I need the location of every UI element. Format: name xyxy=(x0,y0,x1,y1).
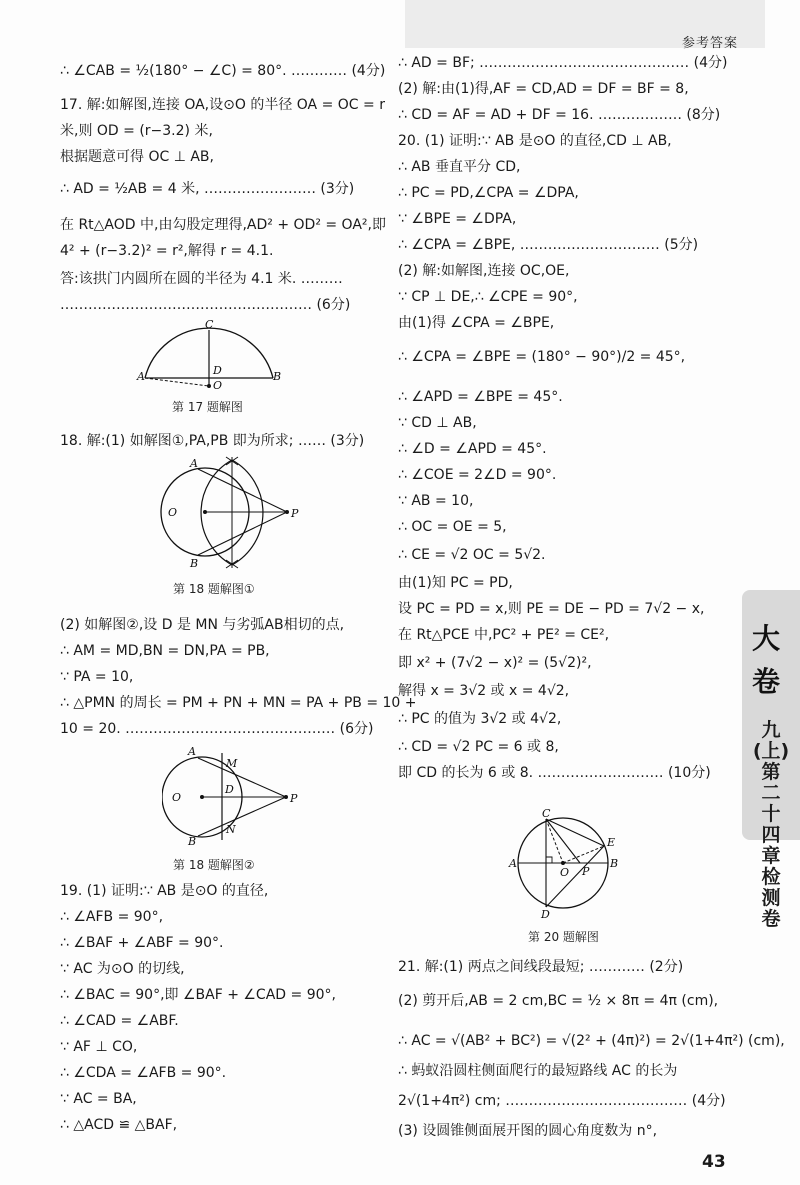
text-line: ∴ ∠CPA = ∠BPE, ………………………… (5分) xyxy=(398,237,699,253)
text-line: ∵ CP ⊥ DE,∴ ∠CPE = 90°, xyxy=(398,289,578,305)
fig18a-point-p xyxy=(285,510,289,514)
text-line: ∴ ∠CPA = ∠BPE = (180° − 90°)/2 = 45°, xyxy=(398,349,686,365)
text-line: ∴ CE = √2 OC = 5√2. xyxy=(398,547,546,563)
fig18a-label-p: P xyxy=(291,507,299,520)
side-tab-main-bottom: 卷 xyxy=(752,665,781,698)
side-tab-subtitle xyxy=(748,720,794,930)
text-line: (2) 解:由(1)得,AF = CD,AD = DF = BF = 8, xyxy=(398,81,689,97)
text-line: ∴ PC 的值为 3√2 或 4√2, xyxy=(398,711,562,727)
text-line: ∴ 蚂蚁沿圆柱侧面爬行的最短路线 AC 的长为 xyxy=(398,1063,678,1079)
header-label: 参考答案 xyxy=(681,36,738,51)
side-tab-sub-char: 十 xyxy=(761,803,781,825)
text-line: ∵ AC = BA, xyxy=(60,1091,137,1107)
fig17-dashed xyxy=(145,378,209,386)
fig18b-label-p: P xyxy=(290,792,298,805)
fig18b-label-d: D xyxy=(225,783,234,796)
text-line: 10 = 20. ……………………………………… (6分) xyxy=(60,721,374,737)
page-number: 43 xyxy=(702,1152,726,1172)
side-tab-main-top: 大 xyxy=(752,622,781,655)
text-line: ∴ AC = √(AB² + BC²) = √(2² + (4π)²) = 2√(1+4π²) (cm), xyxy=(398,1033,785,1049)
fig18a-pb-line xyxy=(198,512,287,555)
text-line: ∴ ∠AFB = 90°, xyxy=(60,909,164,925)
text-line: ∴ AB 垂直平分 CD, xyxy=(398,159,521,175)
text-line: ∴ ∠CDA = ∠AFB = 90°. xyxy=(60,1065,227,1081)
figure-20-caption: 第 20 题解图 xyxy=(528,930,599,944)
side-tab-sub-char: 四 xyxy=(761,824,781,846)
fig18b-label-a: A xyxy=(188,745,196,758)
text-line: ∴ OC = OE = 5, xyxy=(398,519,507,535)
text-line: ∴ AD = ½AB = 4 米, …………………… (3分) xyxy=(60,181,355,197)
fig20-label-e: E xyxy=(607,836,616,849)
text-line: ∴ △PMN 的周长 = PM + PN + MN = PA + PB = 10 + xyxy=(60,695,417,711)
text-line: 在 Rt△PCE 中,PC² + PE² = CE², xyxy=(398,627,610,643)
text-line: 根据题意可得 OC ⊥ AB, xyxy=(60,149,214,165)
figure-17 xyxy=(135,318,285,390)
text-line: 米,则 OD = (r−3.2) 米, xyxy=(60,123,213,139)
figure-18-2-caption: 第 18 题解图② xyxy=(173,858,255,872)
fig18a-label-o: O xyxy=(168,506,178,519)
text-line: ∴ △ACD ≌ △BAF, xyxy=(60,1117,178,1133)
figure-20 xyxy=(508,808,623,920)
text-line: ∵ AF ⊥ CO, xyxy=(60,1039,138,1055)
fig18a-pa-line xyxy=(198,469,287,512)
text-line: 19. (1) 证明:∵ AB 是⊙O 的直径, xyxy=(60,883,269,899)
fig18a-label-a: A xyxy=(190,457,198,470)
text-line: ∴ AD = BF; ……………………………………… (4分) xyxy=(398,55,728,71)
text-line: ∵ AC 为⊙O 的切线, xyxy=(60,961,185,977)
text-line: 在 Rt△AOD 中,由勾股定理得,AD² + OD² = OA²,即 xyxy=(60,217,386,233)
figure-18-1 xyxy=(160,455,305,573)
fig17-center-dot xyxy=(207,384,211,388)
text-line: ∴ ∠CAD = ∠ABF. xyxy=(60,1013,179,1029)
figure-17-caption: 第 17 题解图 xyxy=(172,400,243,414)
fig17-label-b: B xyxy=(273,370,282,383)
text-line: 设 PC = PD = x,则 PE = DE − PD = 7√2 − x, xyxy=(398,601,705,617)
text-line: ∵ AB = 10, xyxy=(398,493,474,509)
text-line: ∴ ∠D = ∠APD = 45°. xyxy=(398,441,547,457)
figure-18-2 xyxy=(162,745,302,845)
text-line: 20. (1) 证明:∵ AB 是⊙O 的直径,CD ⊥ AB, xyxy=(398,133,672,149)
text-line: 由(1)得 ∠CPA = ∠BPE, xyxy=(398,315,555,331)
text-line: ∴ CD = AF = AD + DF = 16. ……………… (8分) xyxy=(398,107,721,123)
fig20-center-dot xyxy=(561,861,565,865)
text-line: 17. 解:如解图,连接 OA,设⊙O 的半径 OA = OC = r xyxy=(60,97,385,113)
fig20-label-c: C xyxy=(542,808,551,820)
text-line: ∴ ∠BAC = 90°,即 ∠BAF + ∠CAD = 90°, xyxy=(60,987,336,1003)
text-line: ∴ ∠BAF + ∠ABF = 90°. xyxy=(60,935,224,951)
text-line: ……………………………………………… (6分) xyxy=(60,297,351,313)
text-line: 由(1)知 PC = PD, xyxy=(398,575,513,591)
fig18b-label-n: N xyxy=(226,823,236,836)
text-line: ∴ ∠CAB = ½(180° − ∠C) = 80°. ………… (4分) xyxy=(60,63,386,79)
text-line: ∵ PA = 10, xyxy=(60,669,134,685)
text-line: ∴ AM = MD,BN = DN,PA = PB, xyxy=(60,643,270,659)
side-tab-sub-char: 检 xyxy=(761,866,781,888)
fig18b-point-p xyxy=(284,795,288,799)
text-line: 解得 x = 3√2 或 x = 4√2, xyxy=(398,683,570,699)
fig20-label-p: P xyxy=(582,865,590,878)
fig17-label-o: O xyxy=(213,379,223,390)
fig17-label-a: A xyxy=(137,370,145,383)
fig18b-label-o: O xyxy=(172,791,182,804)
fig20-de xyxy=(546,846,604,907)
fig17-label-c: C xyxy=(205,318,214,331)
text-line: 答:该拱门内圆所在圆的半径为 4.1 米. ……… xyxy=(60,271,343,287)
text-line: 即 x² + (7√2 − x)² = (5√2)², xyxy=(398,655,592,671)
text-line: ∴ CD = √2 PC = 6 或 8, xyxy=(398,739,559,755)
text-line: (3) 设圆锥侧面展开图的圆心角度数为 n°, xyxy=(398,1123,658,1139)
text-line: 2√(1+4π²) cm; ………………………………… (4分) xyxy=(398,1093,726,1109)
fig20-cp xyxy=(546,819,580,863)
side-tab-sub-char: 测 xyxy=(761,887,781,909)
side-tab-sub-char: (上) xyxy=(752,740,790,762)
side-tab-sub-char: 九 xyxy=(761,719,781,741)
fig18b-center-dot xyxy=(200,795,204,799)
text-line: 即 CD 的长为 6 或 8. ……………………… (10分) xyxy=(398,765,711,781)
fig18a-center-dot xyxy=(203,510,207,514)
text-line: (2) 剪开后,AB = 2 cm,BC = ½ × 8π = 4π (cm), xyxy=(398,993,719,1009)
fig18a-label-b: B xyxy=(190,557,199,570)
fig20-label-d: D xyxy=(541,908,550,920)
side-tab-sub-char: 章 xyxy=(761,845,781,867)
text-line: ∴ PC = PD,∠CPA = ∠DPA, xyxy=(398,185,579,201)
side-tab-sub-char: 二 xyxy=(761,782,781,804)
text-line: ∵ CD ⊥ AB, xyxy=(398,415,477,431)
side-tab-sub-char: 卷 xyxy=(761,908,781,930)
fig18b-label-b: B xyxy=(188,835,197,845)
text-line: (2) 解:如解图,连接 OC,OE, xyxy=(398,263,570,279)
fig20-label-a: A xyxy=(509,857,517,870)
fig20-label-b: B xyxy=(610,857,619,870)
fig20-right-angle xyxy=(546,857,552,863)
fig17-label-d: D xyxy=(213,364,222,377)
text-line: 18. 解:(1) 如解图①,PA,PB 即为所求; …… (3分) xyxy=(60,433,365,449)
side-tab-sub-char: 第 xyxy=(761,761,781,783)
text-line: ∵ ∠BPE = ∠DPA, xyxy=(398,211,517,227)
text-line: (2) 如解图②,设 D 是 MN 与劣弧AB相切的点, xyxy=(60,617,345,633)
fig18b-label-m: M xyxy=(226,757,238,770)
text-line: 21. 解:(1) 两点之间线段最短; ………… (2分) xyxy=(398,959,684,975)
text-line: ∴ ∠APD = ∠BPE = 45°. xyxy=(398,389,563,405)
figure-18-1-caption: 第 18 题解图① xyxy=(173,582,255,596)
text-line: 4² + (r−3.2)² = r²,解得 r = 4.1. xyxy=(60,243,274,259)
fig20-label-o: O xyxy=(560,866,570,879)
text-line: ∴ ∠COE = 2∠D = 90°. xyxy=(398,467,557,483)
